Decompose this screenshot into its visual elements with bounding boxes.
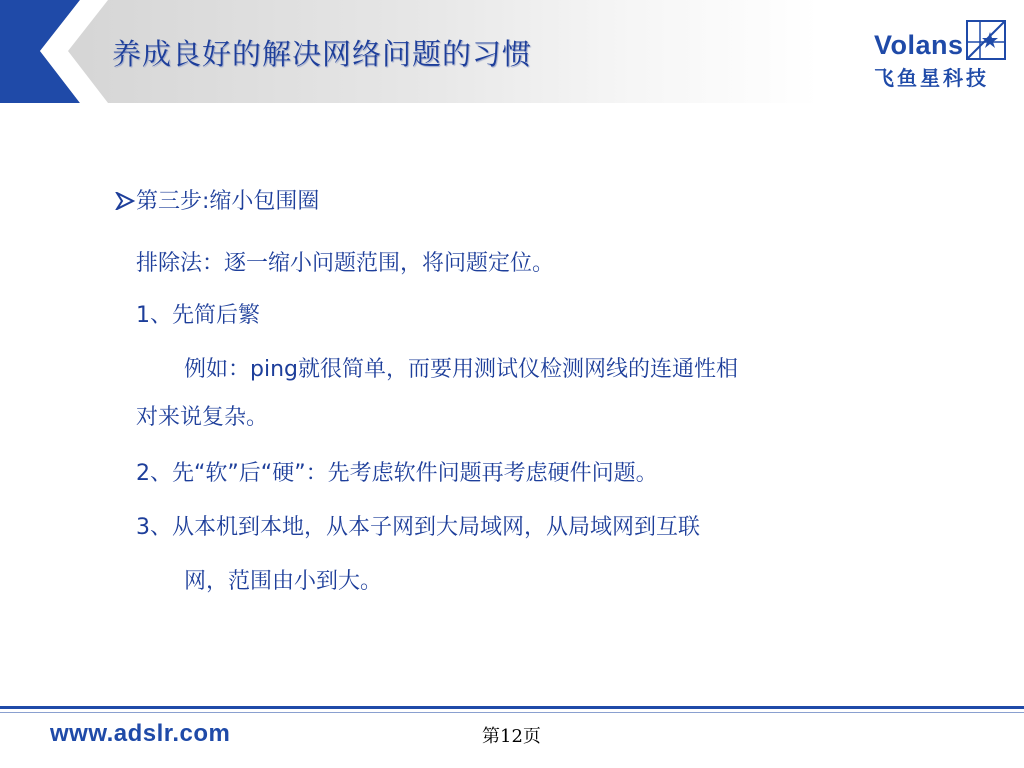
arrow-bullet-icon [114, 192, 136, 210]
page-title: 养成良好的解决网络问题的习惯 [112, 37, 533, 71]
step-heading: 第三步:缩小包围圈 [136, 189, 320, 214]
footer-url: www.adslr.com [50, 720, 231, 747]
item-1-detail-a: 例如：ping就很简单，而要用测试仪检测网线的连通性相 [184, 357, 738, 382]
logo-chinese-name: 飞鱼星科技 [874, 66, 989, 90]
volans-logo [872, 18, 1012, 88]
item-1-detail-b: 对来说复杂。 [136, 405, 269, 430]
page-number: 第12页 [482, 726, 541, 747]
logo-word: Volans [874, 30, 964, 60]
header-decoration [0, 0, 130, 103]
footer-rule-thin [0, 712, 1024, 713]
footer-rule [0, 706, 1024, 709]
header-bar [0, 0, 1024, 103]
method-line: 排除法：逐一缩小问题范围，将问题定位。 [136, 251, 555, 276]
item-3-a: 3、从本机到本地，从本子网到大局域网，从局域网到互联 [136, 515, 700, 540]
item-1: 1、先简后繁 [136, 303, 260, 328]
step-heading-line [114, 184, 319, 215]
item-2: 2、先“软”后“硬”：先考虑软件问题再考虑硬件问题。 [136, 461, 658, 486]
star-square-logo-icon [966, 20, 1006, 60]
item-3-b: 网，范围由小到大。 [184, 569, 383, 594]
